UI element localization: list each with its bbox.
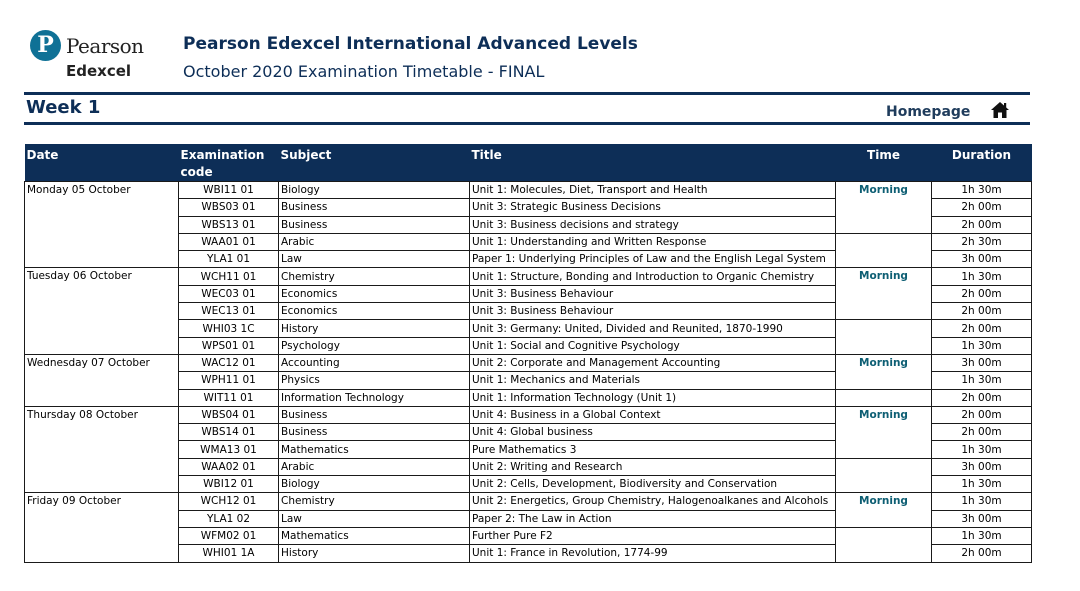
- date-cell: Tuesday 06 October: [25, 268, 179, 354]
- exam-code-cell: WAA02 01: [179, 458, 279, 475]
- column-header-duration: Duration: [932, 144, 1032, 182]
- column-header-time: Time: [836, 144, 932, 182]
- exam-code-cell: WAC12 01: [179, 354, 279, 371]
- subject-cell: History: [279, 545, 470, 562]
- title-cell: Paper 1: Underlying Principles of Law and the English Legal System: [470, 251, 836, 268]
- title-cell: Unit 3: Germany: United, Divided and Reunited, 1870-1990: [470, 320, 836, 337]
- duration-cell: 2h 00m: [932, 199, 1032, 216]
- duration-cell: 3h 00m: [932, 251, 1032, 268]
- subject-cell: History: [279, 320, 470, 337]
- subject-cell: Mathematics: [279, 527, 470, 544]
- exam-code-cell: YLA1 02: [179, 510, 279, 527]
- date-cell: Monday 05 October: [25, 182, 179, 268]
- title-cell: Paper 2: The Law in Action: [470, 510, 836, 527]
- date-cell: Wednesday 07 October: [25, 354, 179, 406]
- timetable-body: [25, 182, 1032, 563]
- title-cell: Further Pure F2: [470, 527, 836, 544]
- exam-code-cell: WPS01 01: [179, 337, 279, 354]
- subject-cell: Arabic: [279, 458, 470, 475]
- subject-cell: Arabic: [279, 233, 470, 250]
- title-cell: Unit 1: Information Technology (Unit 1): [470, 389, 836, 406]
- title-cell: Unit 4: Business in a Global Context: [470, 406, 836, 423]
- title-cell: Unit 2: Writing and Research: [470, 458, 836, 475]
- edexcel-logo-word: Edexcel: [66, 62, 132, 80]
- exam-code-cell: WMA13 01: [179, 441, 279, 458]
- title-cell: Unit 3: Strategic Business Decisions: [470, 199, 836, 216]
- document-subtitle: October 2020 Examination Timetable - FINAL: [183, 62, 545, 81]
- column-header-title: Title: [470, 144, 836, 182]
- title-cell: Pure Mathematics 3: [470, 441, 836, 458]
- duration-cell: 3h 00m: [932, 510, 1032, 527]
- exam-code-cell: WBS13 01: [179, 216, 279, 233]
- exam-code-cell: WPH11 01: [179, 372, 279, 389]
- session-afternoon-cell: Afternoon: [836, 320, 932, 355]
- subject-cell: Business: [279, 406, 470, 423]
- duration-cell: 3h 00m: [932, 354, 1032, 371]
- title-cell: Unit 1: Mechanics and Materials: [470, 372, 836, 389]
- duration-cell: 1h 30m: [932, 182, 1032, 199]
- subject-cell: Law: [279, 510, 470, 527]
- date-cell: Friday 09 October: [25, 493, 179, 562]
- pearson-logo-mark: P: [30, 30, 61, 61]
- table-header-row: [25, 144, 1032, 182]
- session-afternoon-cell: Afternoon: [836, 527, 932, 562]
- session-morning-cell: Morning: [836, 182, 932, 234]
- duration-cell: 2h 00m: [932, 285, 1032, 302]
- duration-cell: 2h 00m: [932, 389, 1032, 406]
- exam-code-cell: WAA01 01: [179, 233, 279, 250]
- document-title: Pearson Edexcel International Advanced Levels: [183, 34, 638, 54]
- title-cell: Unit 1: France in Revolution, 1774-99: [470, 545, 836, 562]
- exam-code-cell: WBS03 01: [179, 199, 279, 216]
- table-row: [25, 406, 1032, 423]
- exam-code-cell: WCH11 01: [179, 268, 279, 285]
- duration-cell: 1h 30m: [932, 372, 1032, 389]
- title-cell: Unit 2: Energetics, Group Chemistry, Halogenoalkanes and Alcohols: [470, 493, 836, 510]
- exam-code-cell: WBS14 01: [179, 424, 279, 441]
- duration-cell: 2h 00m: [932, 545, 1032, 562]
- subject-cell: Business: [279, 216, 470, 233]
- session-morning-cell: Morning: [836, 268, 932, 320]
- pearson-logo-word: Pearson: [66, 34, 144, 58]
- title-cell: Unit 3: Business decisions and strategy: [470, 216, 836, 233]
- session-morning-cell: Morning: [836, 406, 932, 458]
- pearson-logo: [30, 30, 150, 80]
- session-afternoon-cell: Afternoon: [836, 233, 932, 268]
- column-header-code: [179, 144, 279, 182]
- subject-cell: Business: [279, 424, 470, 441]
- exam-code-cell: WEC03 01: [179, 285, 279, 302]
- subject-cell: Information Technology: [279, 389, 470, 406]
- exam-code-cell: WIT11 01: [179, 389, 279, 406]
- exam-code-cell: WBI12 01: [179, 476, 279, 493]
- session-afternoon-cell: Afternoon: [836, 458, 932, 493]
- duration-cell: 1h 30m: [932, 337, 1032, 354]
- session-morning-cell: Morning: [836, 493, 932, 528]
- table-row: [25, 354, 1032, 371]
- title-cell: Unit 1: Understanding and Written Response: [470, 233, 836, 250]
- table-row: [25, 268, 1032, 285]
- title-cell: Unit 3: Business Behaviour: [470, 285, 836, 302]
- subject-cell: Mathematics: [279, 441, 470, 458]
- date-cell: Thursday 08 October: [25, 406, 179, 492]
- exam-code-cell: WHI01 1A: [179, 545, 279, 562]
- subject-cell: Chemistry: [279, 268, 470, 285]
- title-cell: Unit 3: Business Behaviour: [470, 303, 836, 320]
- duration-cell: 2h 00m: [932, 424, 1032, 441]
- title-cell: Unit 4: Global business: [470, 424, 836, 441]
- session-afternoon-cell: Afternoon: [836, 389, 932, 406]
- subject-cell: Chemistry: [279, 493, 470, 510]
- title-cell: Unit 2: Cells, Development, Biodiversity and Conservation: [470, 476, 836, 493]
- column-header-date: Date: [25, 144, 179, 182]
- duration-cell: 2h 00m: [932, 216, 1032, 233]
- subject-cell: Economics: [279, 285, 470, 302]
- duration-cell: 1h 30m: [932, 441, 1032, 458]
- duration-cell: 1h 30m: [932, 527, 1032, 544]
- subject-cell: Biology: [279, 182, 470, 199]
- subject-cell: Physics: [279, 372, 470, 389]
- duration-cell: 1h 30m: [932, 268, 1032, 285]
- table-row: [25, 182, 1032, 199]
- session-morning-cell: Morning: [836, 354, 932, 389]
- header-divider-bottom: [24, 122, 1030, 125]
- title-cell: Unit 1: Social and Cognitive Psychology: [470, 337, 836, 354]
- column-header-code-line1: Examination: [180, 148, 265, 162]
- duration-cell: 1h 30m: [932, 493, 1032, 510]
- column-header-subject: Subject: [279, 144, 470, 182]
- duration-cell: 2h 00m: [932, 303, 1032, 320]
- title-cell: Unit 1: Structure, Bonding and Introduction to Organic Chemistry: [470, 268, 836, 285]
- exam-timetable: [24, 144, 1032, 563]
- column-header-code-line2: code: [180, 165, 213, 179]
- table-row: [25, 493, 1032, 510]
- exam-code-cell: YLA1 01: [179, 251, 279, 268]
- header-divider-top: [24, 92, 1030, 95]
- title-cell: Unit 2: Corporate and Management Accounting: [470, 354, 836, 371]
- subject-cell: Business: [279, 199, 470, 216]
- homepage-link[interactable]: Homepage: [886, 104, 971, 120]
- subject-cell: Law: [279, 251, 470, 268]
- subject-cell: Accounting: [279, 354, 470, 371]
- exam-code-cell: WBI11 01: [179, 182, 279, 199]
- duration-cell: 2h 00m: [932, 406, 1032, 423]
- exam-code-cell: WEC13 01: [179, 303, 279, 320]
- duration-cell: 2h 00m: [932, 320, 1032, 337]
- duration-cell: 1h 30m: [932, 476, 1032, 493]
- exam-code-cell: WBS04 01: [179, 406, 279, 423]
- week-heading: Week 1: [26, 97, 101, 118]
- duration-cell: 2h 30m: [932, 233, 1032, 250]
- home-icon[interactable]: [990, 100, 1010, 120]
- subject-cell: Biology: [279, 476, 470, 493]
- subject-cell: Psychology: [279, 337, 470, 354]
- exam-code-cell: WHI03 1C: [179, 320, 279, 337]
- subject-cell: Economics: [279, 303, 470, 320]
- title-cell: Unit 1: Molecules, Diet, Transport and Health: [470, 182, 836, 199]
- exam-code-cell: WCH12 01: [179, 493, 279, 510]
- duration-cell: 3h 00m: [932, 458, 1032, 475]
- exam-code-cell: WFM02 01: [179, 527, 279, 544]
